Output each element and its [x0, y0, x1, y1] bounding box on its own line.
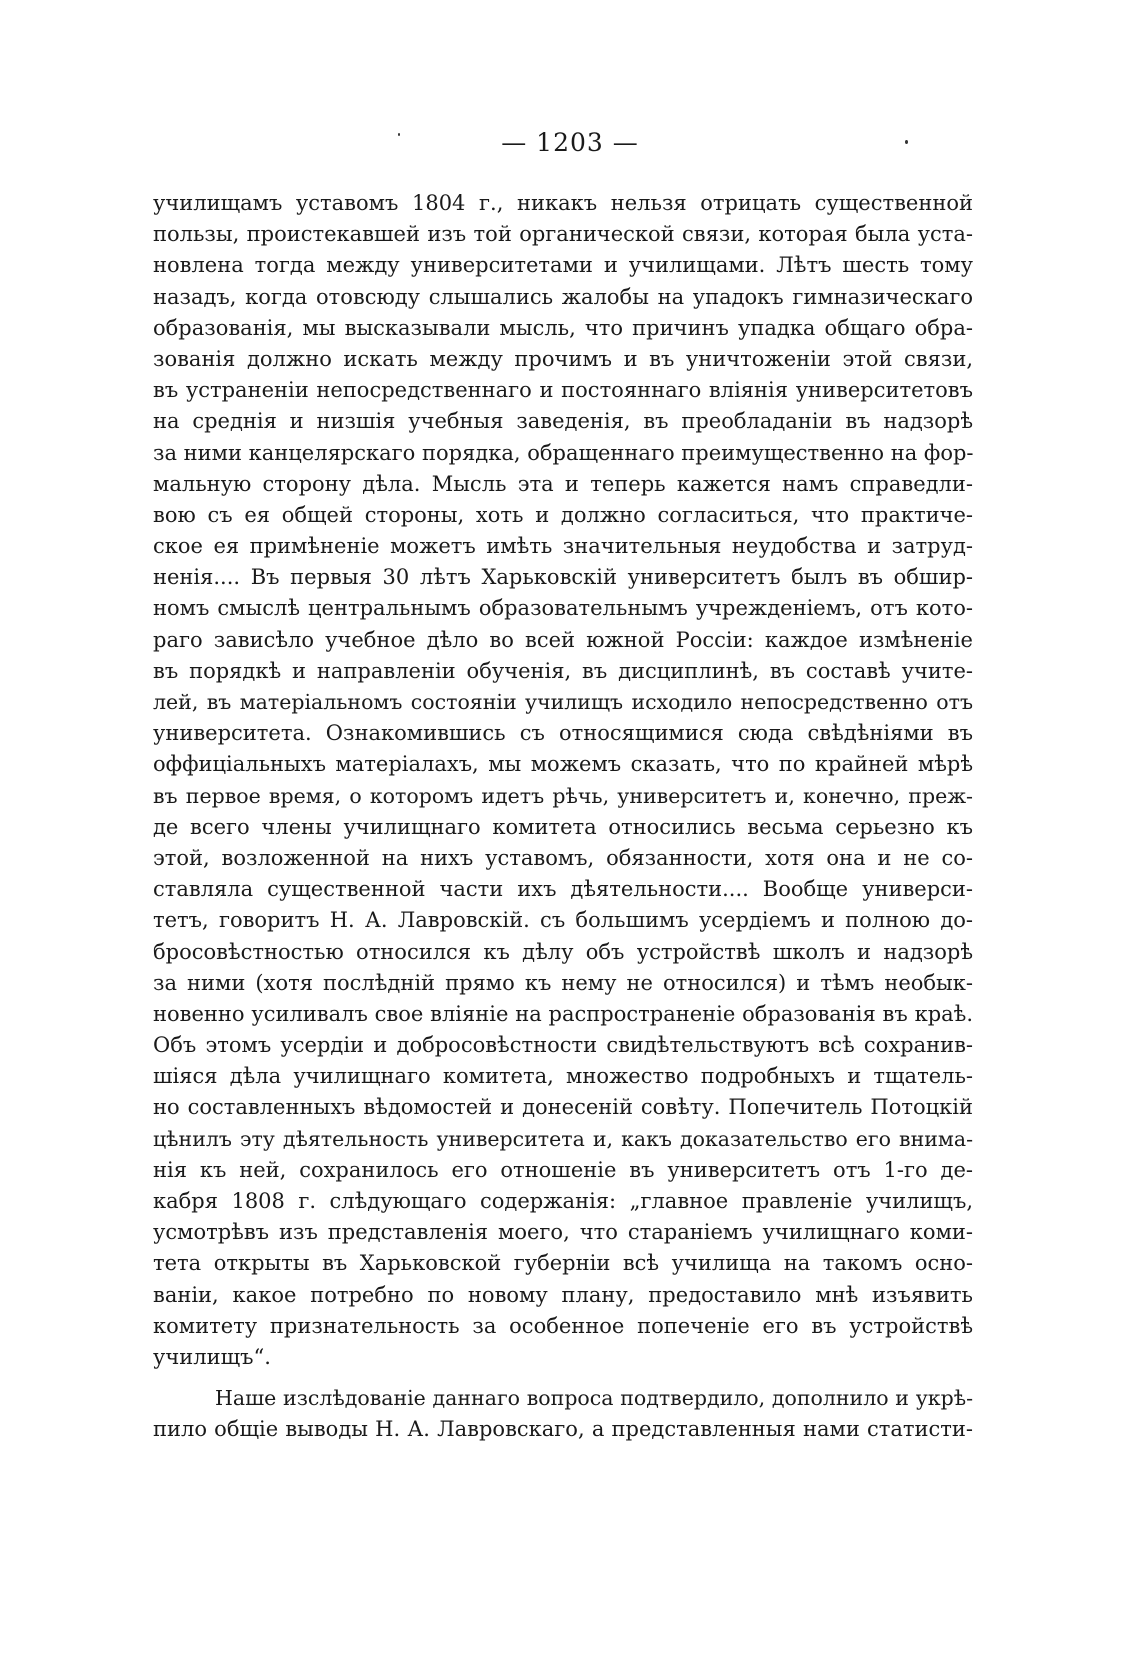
text-line: пило общіе выводы Н. А. Лавровскаго, а представленныя нами статисти- [153, 1417, 973, 1442]
text-line: комитету признательность за особенное попеченіе его въ устройствѣ [153, 1313, 973, 1338]
text-line: училищамъ уставомъ 1804 г., никакъ нельзя отрицать существенной [153, 191, 973, 215]
text-line: за ними канцелярскаго порядка, обращеннаго преимущественно на фор- [153, 440, 974, 465]
text-line: лей, въ матеріальномъ состояніи училищъ исходило непосредственно отъ [153, 690, 973, 714]
text-line: вою съ ея общей стороны, хоть и должно согласиться, что практиче- [153, 502, 973, 527]
text-line: университета. Ознакомившись съ относящимися сюда свѣдѣніями въ [153, 721, 973, 746]
text-line: усмотрѣвъ изъ представленія моего, что стараніемъ училищнаго коми- [153, 1220, 973, 1245]
text-line: кабря 1808 г. слѣдующаго содержанія: „главное правленіе училищъ, [153, 1189, 973, 1213]
paragraph [153, 1383, 973, 1445]
text-line: ставляла существенной части ихъ дѣятельности.... Вообще универси- [153, 877, 973, 902]
text-line: ское ея примѣненіе можетъ имѣть значительныя неудобства и затруд- [153, 534, 973, 559]
text-line: назадъ, когда отовсюду слышались жалобы на упадокъ гимназическаго [153, 284, 973, 309]
text-line: мальную сторону дѣла. Мысль эта и теперь кажется намъ справедли- [153, 471, 973, 496]
text-line: въ первое время, о которомъ идетъ рѣчь, университетъ и, конечно, преж- [153, 783, 973, 808]
text-line: но составленныхъ вѣдомостей и донесеній совѣту. Попечитель Потоцкій [153, 1095, 973, 1120]
text-line: ваніи, какое потребно по новому плану, предоставило мнѣ изъявить [153, 1282, 973, 1307]
print-speck [905, 140, 908, 144]
text-line: ненія.... Въ первыя 30 лѣтъ Харьковскій университетъ былъ въ обшир- [153, 565, 973, 590]
text-line: этой, возложенной на нихъ уставомъ, обязанности, хотя она и не со- [153, 845, 973, 870]
text-line: на среднія и низшія учебныя заведенія, въ преобладаніи въ надзорѣ [153, 409, 973, 434]
text-line: бросовѣстностью относился къ дѣлу объ устройствѣ школъ и надзорѣ [153, 939, 973, 964]
text-line: образованія, мы высказывали мысль, что причинъ упадка общаго обра- [153, 315, 973, 340]
text-line: пользы, проистекавшей изъ той органической связи, которая была уста- [153, 222, 973, 247]
text-line: раго зависѣло учебное дѣло во всей южной Россіи: каждое измѣненіе [153, 627, 973, 652]
text-line: зованія должно искать между прочимъ и въ уничтоженіи этой связи, [153, 346, 973, 371]
text-line: нія къ ней, сохранилось его отношеніе въ университетъ отъ 1-го де- [153, 1157, 973, 1182]
text-line: новенно усиливалъ свое вліяніе на распространеніе образованія въ краѣ. [153, 1001, 973, 1026]
text-line: де всего члены училищнаго комитета относились весьма серьезно къ [153, 814, 973, 839]
text-line: въ устраненіи непосредственнаго и постояннаго вліянія университетовъ [153, 378, 973, 403]
text-line: шіяся дѣла училищнаго комитета, множество подробныхъ и тщатель- [153, 1064, 973, 1089]
text-line: новлена тогда между университетами и училищами. Лѣтъ шесть тому [153, 253, 973, 278]
text-line: Объ этомъ усердіи и добросовѣстности свидѣтельствуютъ всѣ сохранив- [153, 1033, 973, 1058]
paragraph-gap [153, 1373, 973, 1383]
body-text [153, 188, 973, 1446]
paragraph [153, 188, 973, 1373]
page-number: — 1203 — [501, 128, 639, 157]
print-speck [398, 133, 400, 136]
text-line: училищъ“. [153, 1344, 271, 1369]
text-line: цѣнилъ эту дѣятельность университета и, какъ доказательство его внима- [153, 1126, 973, 1151]
text-line: за ними (хотя послѣдній прямо къ нему не относился) и тѣмъ необык- [153, 970, 973, 995]
text-line: тета открыты въ Харьковской губерніи всѣ училища на такомъ осно- [153, 1251, 973, 1276]
text-line: въ порядкѣ и направленіи обученія, въ дисциплинѣ, въ составѣ учите- [153, 658, 973, 683]
text-line: Наше изслѣдованіе даннаго вопроса подтвердило, дополнило и укрѣ- [215, 1386, 973, 1411]
text-line: номъ смыслѣ центральнымъ образовательнымъ учрежденіемъ, отъ кото- [153, 596, 973, 621]
text-line: тетъ, говоритъ Н. А. Лавровскій. съ большимъ усердіемъ и полною до- [153, 908, 973, 933]
text-line: оффиціальныхъ матеріалахъ, мы можемъ сказать, что по крайней мѣрѣ [153, 752, 973, 777]
